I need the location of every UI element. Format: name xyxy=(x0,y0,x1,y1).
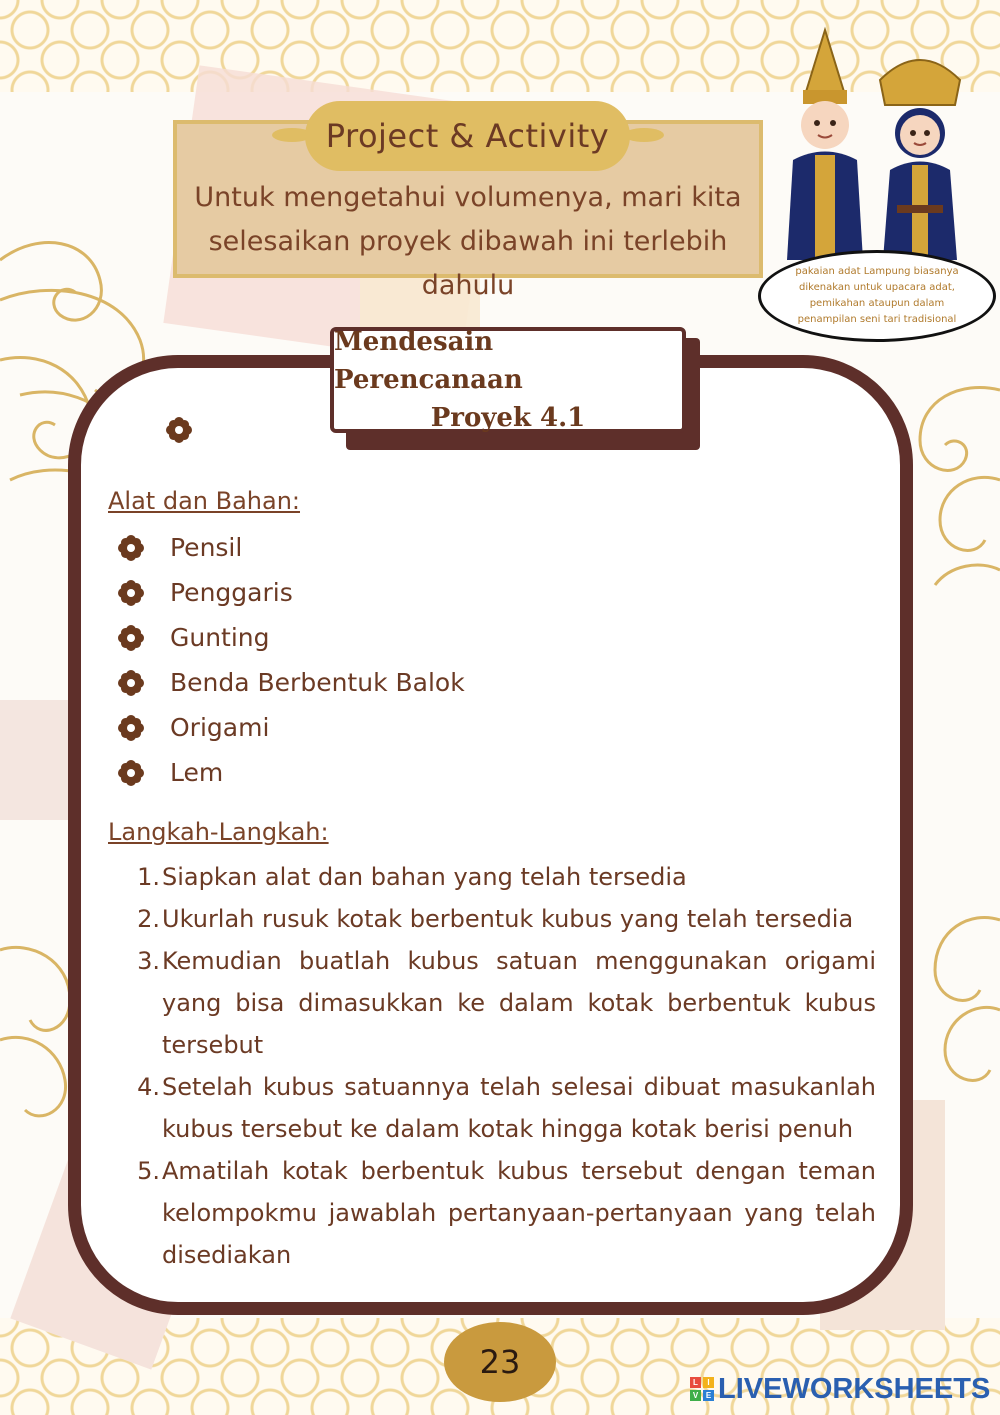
header-description-line1: Untuk mengetahui volumenya, mari kita xyxy=(194,182,742,213)
step-text: Kemudian buatlah kubus satuan menggunakan origami yang bisa dimasukkan ke dalam kotak berbentuk kubus tersebut xyxy=(162,947,876,1059)
material-label: Origami xyxy=(170,713,270,742)
material-label: Lem xyxy=(170,758,224,787)
material-label: Gunting xyxy=(170,623,270,652)
step-text: Ukurlah rusuk kotak berbentuk kubus yang telah tersedia xyxy=(162,905,854,933)
materials-heading: Alat dan Bahan: xyxy=(108,487,300,515)
step-text: Setelah kubus satuannya telah selesai dibuat masukanlah kubus tersebut ke dalam kotak hingga kotak berisi penuh xyxy=(162,1073,876,1143)
step-number: 1. xyxy=(137,863,160,891)
project-title-line1: Mendesain Perencanaan xyxy=(334,327,523,395)
flower-bullet-icon xyxy=(118,535,144,561)
step-number: 4. xyxy=(137,1073,160,1101)
header-description xyxy=(178,176,758,308)
list-item xyxy=(118,623,270,652)
list-item xyxy=(128,898,876,940)
project-title-line2: Proyek 4.1 xyxy=(430,403,586,433)
speech-bubble: pakaian adat Lampung biasanya dikenakan untuk upacara adat, pemikahan ataupun dalam penampilan seni tari tradisional xyxy=(758,250,996,342)
step-text: Siapkan alat dan bahan yang telah tersedia xyxy=(162,863,687,891)
list-item xyxy=(128,856,876,898)
pill-wing-right xyxy=(624,128,664,142)
project-title-box xyxy=(330,327,686,433)
brand-name: LIVEWORKSHEETS xyxy=(718,1372,991,1405)
list-item xyxy=(118,713,269,742)
material-label: Penggaris xyxy=(170,578,293,607)
flower-bullet-icon xyxy=(118,580,144,606)
flower-bullet-icon xyxy=(118,670,144,696)
header-description-line2: selesaikan proyek dibawah ini terlebih dahulu xyxy=(208,226,728,301)
material-label: Pensil xyxy=(170,533,243,562)
list-item xyxy=(128,1150,876,1276)
flower-bullet-icon xyxy=(166,417,192,443)
steps-list xyxy=(128,856,876,1276)
logo-letter: I xyxy=(703,1377,714,1388)
list-item xyxy=(128,940,876,1066)
list-item xyxy=(118,758,223,787)
flower-bullet-icon xyxy=(118,760,144,786)
logo-letter: E xyxy=(703,1390,714,1401)
step-text: Amatilah kotak berbentuk kubus tersebut dengan teman kelompokmu jawablah pertanyaan-pertanyaan yang telah disediakan xyxy=(162,1157,876,1269)
list-item xyxy=(118,668,465,697)
list-item xyxy=(128,1066,876,1150)
list-item xyxy=(118,533,242,562)
page-number: 23 xyxy=(444,1322,556,1402)
logo-grid-icon xyxy=(690,1377,714,1401)
steps-heading: Langkah-Langkah: xyxy=(108,818,329,846)
header-title: Project & Activity xyxy=(305,101,630,171)
material-label: Benda Berbentuk Balok xyxy=(170,668,465,697)
logo-letter: V xyxy=(690,1390,701,1401)
step-number: 3. xyxy=(137,947,160,975)
logo-letter: L xyxy=(690,1377,701,1388)
list-item xyxy=(118,578,293,607)
step-number: 2. xyxy=(137,905,160,933)
step-number: 5. xyxy=(137,1157,160,1185)
flower-bullet-icon xyxy=(118,715,144,741)
flower-bullet-icon xyxy=(118,625,144,651)
liveworksheets-logo[interactable] xyxy=(690,1372,990,1406)
lampung-couple-illustration xyxy=(785,25,985,265)
cloud-ornament-right-bottom xyxy=(900,900,1000,1120)
